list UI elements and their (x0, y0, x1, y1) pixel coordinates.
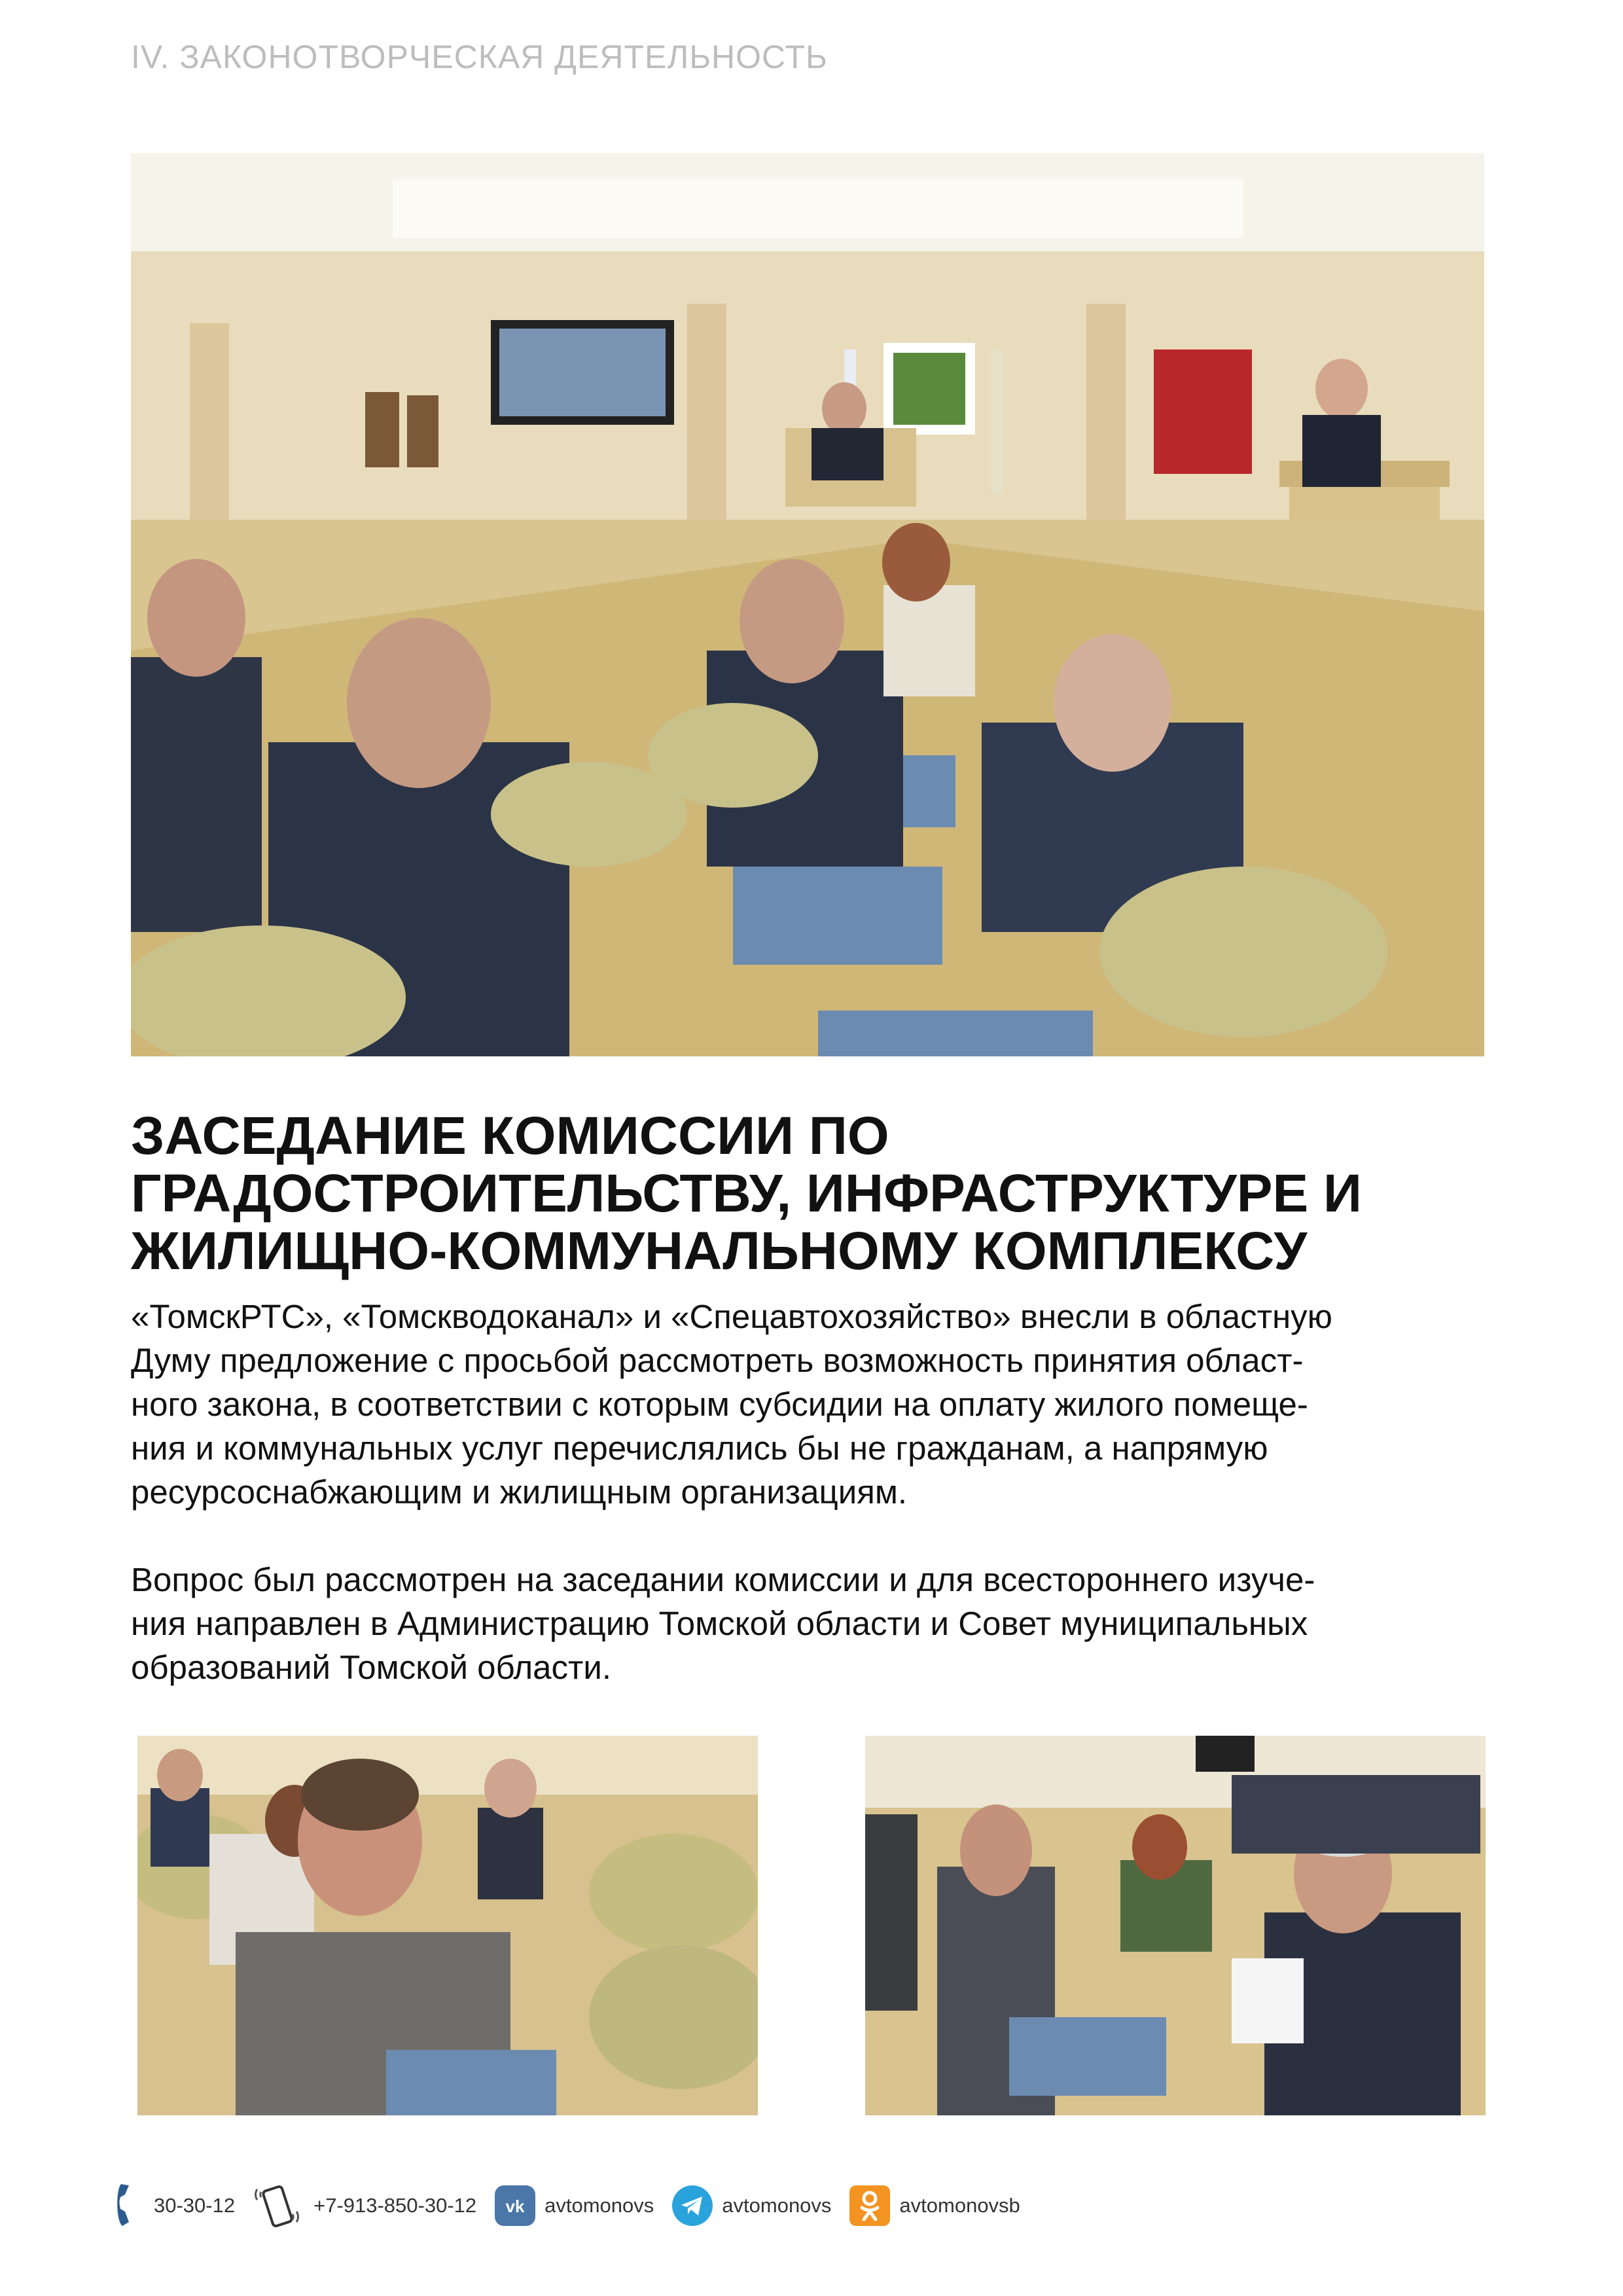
svg-text:vk: vk (505, 2197, 525, 2216)
telegram-icon (672, 2185, 713, 2226)
paragraph-line: ния и коммунальных услуг перечислялись бы не гражданам, а напрямую (131, 1429, 1268, 1467)
article-title-line: ЖИЛИЩНО-КОММУНАЛЬНОМУ КОМПЛЕКСУ (131, 1221, 1308, 1281)
paragraph-line: Вопрос был рассмотрен на заседании комиссии и для всестороннего изуче- (131, 1561, 1315, 1598)
main-meeting-photo (131, 153, 1484, 1056)
vk-icon (495, 2185, 535, 2226)
telegram-contact[interactable] (672, 2185, 831, 2226)
mobile-number: +7-913-850-30-12 (313, 2194, 477, 2217)
article-title-line: ЗАСЕДАНИЕ КОМИССИИ ПО (131, 1106, 889, 1166)
paragraph-line: образований Томской области. (131, 1649, 612, 1686)
section-header: IV. ЗАКОНОТВОРЧЕСКАЯ ДЕЯТЕЛЬНОСТЬ (131, 39, 828, 75)
paragraph-line: ного закона, в соответствии с которым субсидии на оплату жилого помеще- (131, 1386, 1308, 1423)
phone-contact[interactable] (115, 2183, 235, 2229)
contacts-footer (115, 2179, 1039, 2232)
paragraph-line: Думу предложение с просьбой рассмотреть возможность принятия област- (131, 1342, 1304, 1379)
vk-contact[interactable] (495, 2185, 654, 2226)
phone-number: 30-30-12 (154, 2194, 236, 2217)
meeting-photo-right (865, 1736, 1486, 2115)
mobile-contact[interactable] (253, 2183, 476, 2229)
mobile-phone-icon (253, 2183, 304, 2229)
paragraph-line: «ТомскРТС», «Томскводоканал» и «Спецавтохозяйство» внесли в областную (131, 1298, 1332, 1335)
paragraph-line: ния направлен в Администрацию Томской области и Совет муниципальных (131, 1605, 1308, 1642)
paragraph-2 (131, 1558, 1486, 1689)
ok-contact[interactable] (849, 2185, 1020, 2226)
meeting-photo-left (137, 1736, 758, 2115)
article-title-line: ГРАДОСТРОИТЕЛЬСТВУ, ИНФРАСТРУКТУРЕ И (131, 1164, 1362, 1223)
odnoklassniki-icon (849, 2185, 890, 2226)
telegram-handle: avtomonovs (722, 2194, 832, 2217)
phone-icon (115, 2183, 145, 2229)
vk-handle: avtomonovs (544, 2194, 654, 2217)
paragraph-line: ресурсоснабжающим и жилищным организациям. (131, 1473, 908, 1511)
article-title (131, 1107, 1492, 1280)
paragraph-1 (131, 1295, 1486, 1514)
ok-handle: avtomonovsb (899, 2194, 1020, 2217)
